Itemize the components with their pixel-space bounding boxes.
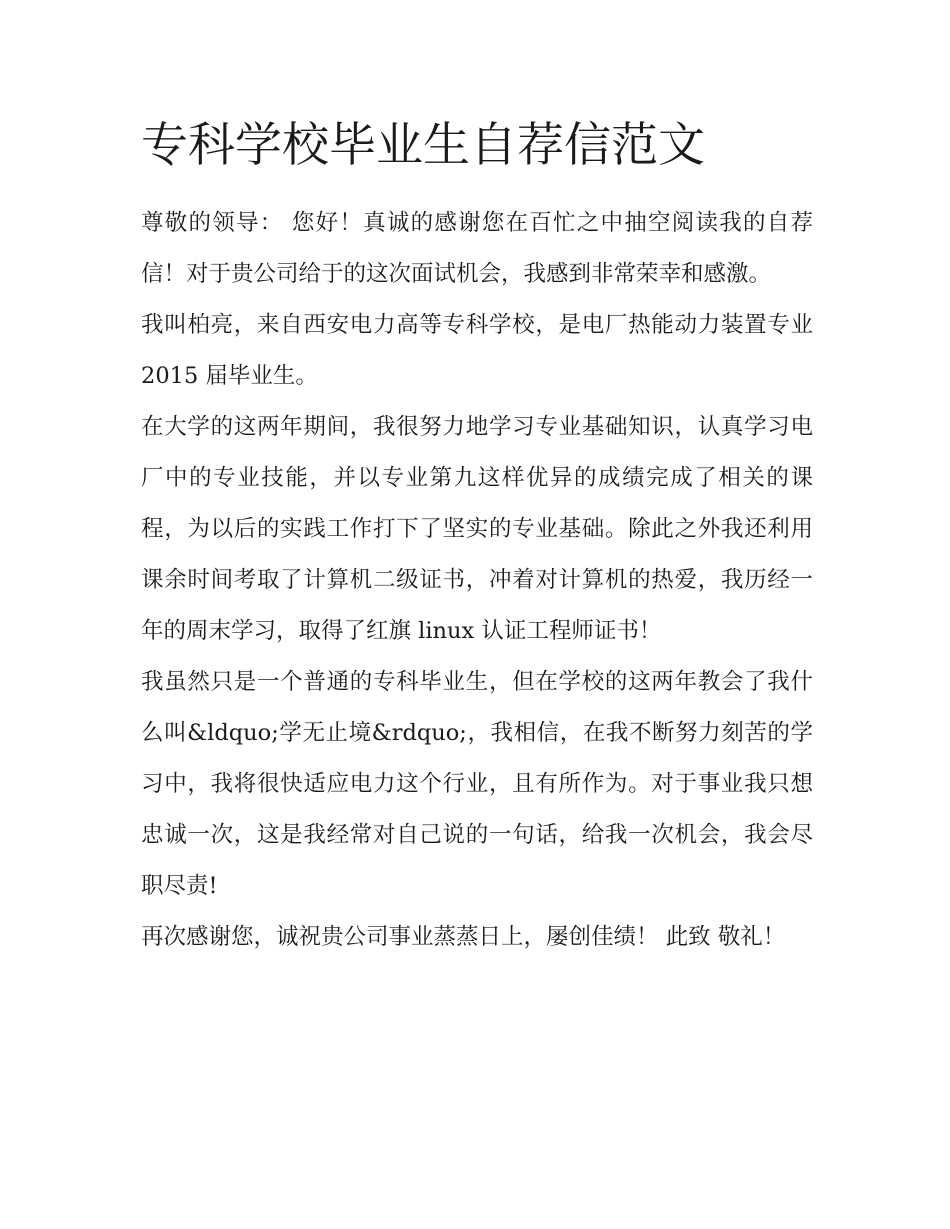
document-title: 专科学校毕业生自荐信范文	[141, 118, 705, 173]
paragraph-commitment: 我虽然只是一个普通的专科毕业生，但在学校的这两年教会了我什么叫&ldquo;学无止境&rdquo;，我相信，在我不断努力刻苦的学习中，我将很快适应电力这个行业，且有所作为。对于事业我只想忠诚一次，这是我经常对自己说的一句话，给我一次机会，我会尽职尽责!	[141, 669, 813, 899]
paragraph-introduction: 我叫柏亮，来自西安电力高等专科学校，是电厂热能动力装置专业 2015 届毕业生。	[141, 312, 813, 389]
paragraph-study: 在大学的这两年期间，我很努力地学习专业基础知识，认真学习电厂中的专业技能，并以专业第九这样优异的成绩完成了相关的课程，为以后的实践工作打下了坚实的专业基础。除此之外我还利用课余时间考取了计算机二级证书，冲着对计算机的热爱，我历经一年的周末学习，取得了红旗 linux 认证工程师证书！	[141, 414, 813, 644]
paragraph-greeting: 尊敬的领导： 您好！真诚的感谢您在百忙之中抽空阅读我的自荐信！对于贵公司给于的这次面试机会，我感到非常荣幸和感激。	[141, 210, 813, 287]
document-body	[141, 198, 813, 963]
paragraph-closing: 再次感谢您，诚祝贵公司事业蒸蒸日上，屡创佳绩！ 此致 敬礼！	[141, 924, 786, 950]
